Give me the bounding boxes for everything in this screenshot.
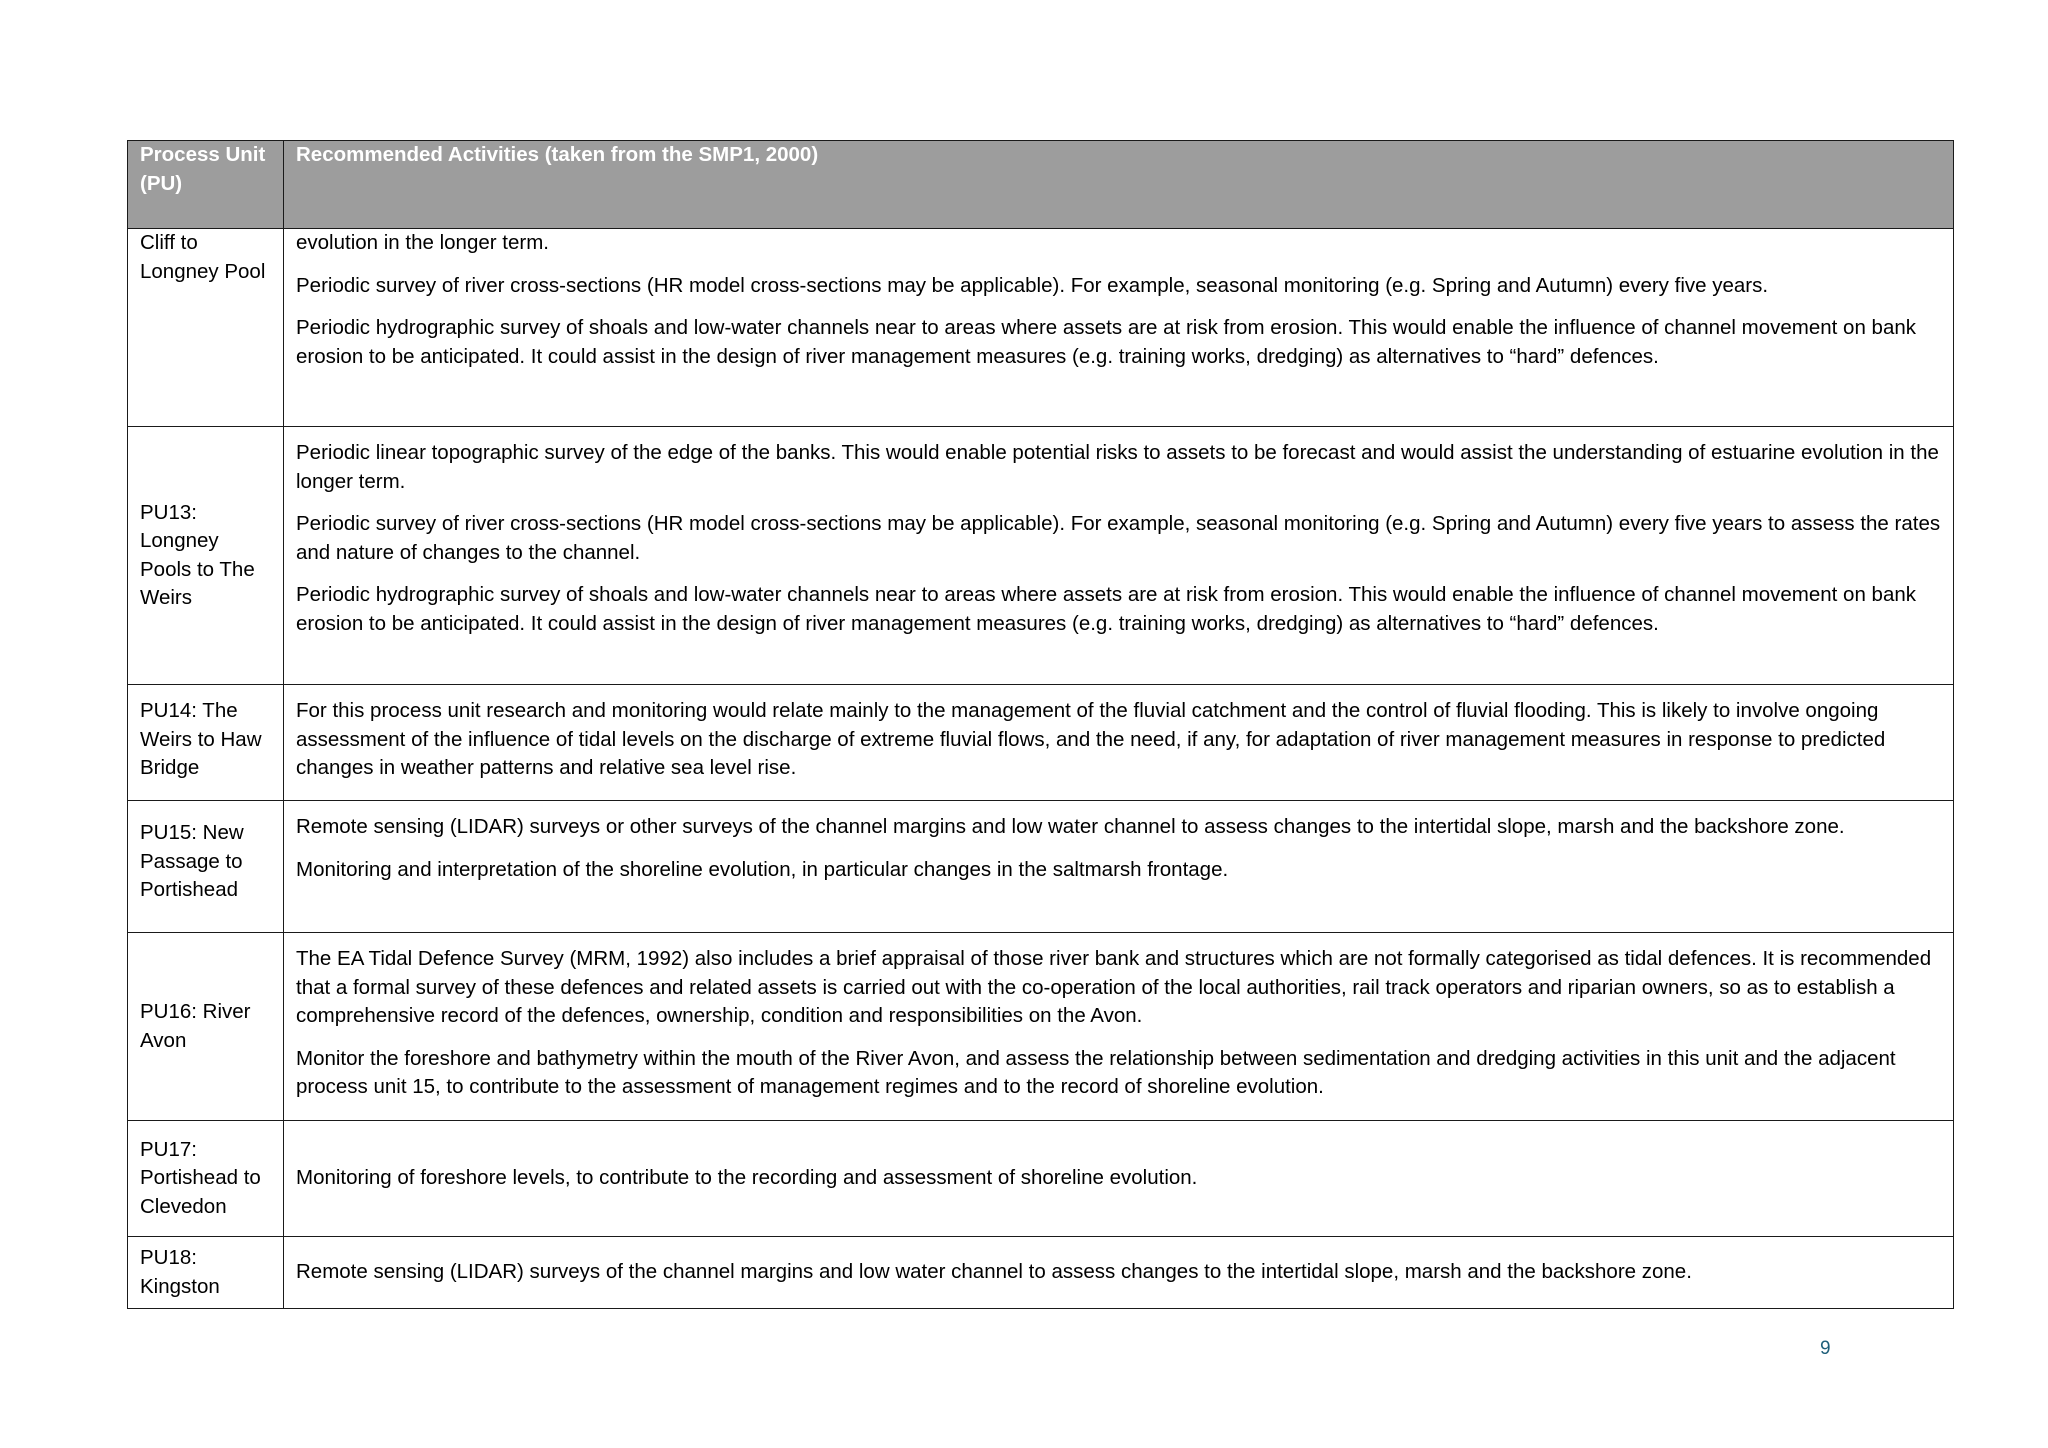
process-unit-cell: Cliff to Longney Pool: [128, 229, 284, 427]
process-unit-cell: PU13: Longney Pools to The Weirs: [128, 427, 284, 685]
activity-text: Periodic survey of river cross-sections (HR model cross-sections may be applicable). For example, seasonal monitoring (e.g. Spring and Autumn) every five years.: [296, 273, 1769, 297]
header-process-unit: Process Unit (PU): [128, 141, 284, 229]
recommended-activities-table: [127, 140, 1954, 1309]
table-row: [128, 427, 1954, 685]
table-row: [128, 685, 1954, 801]
activity-text: For this process unit research and monitoring would relate mainly to the management of the fluvial catchment and the control of fluvial flooding. This is likely to involve ongoing assessment of the influence of tidal levels on the discharge of extreme fluvial flows, and the need, if any, for adaptation of river management measures in response to predicted changes in weather patterns and relative sea level rise.: [296, 699, 1886, 779]
activities-cell: [284, 229, 1954, 427]
table-row: [128, 229, 1954, 427]
activity-text: Monitoring and interpretation of the shoreline evolution, in particular changes in the saltmarsh frontage.: [296, 857, 1229, 881]
page-number: 9: [1820, 1338, 1831, 1359]
activity-text: Periodic hydrographic survey of shoals and low-water channels near to areas where assets are at risk from erosion. This would enable the influence of channel movement on bank erosion to be anticipated. It could assist in the design of river management measures (e.g. training works, dredging) as alternatives to “hard” defences.: [296, 583, 1917, 635]
process-unit-cell: PU17: Portishead to Clevedon: [128, 1121, 284, 1237]
activities-cell: [284, 685, 1954, 801]
activities-cell: [284, 1121, 1954, 1237]
process-unit-cell: PU16: River Avon: [128, 933, 284, 1121]
activity-text: Periodic hydrographic survey of shoals and low-water channels near to areas where assets are at risk from erosion. This would enable the influence of channel movement on bank erosion to be anticipated. It could assist in the design of river management measures (e.g. training works, dredging) as alternatives to “hard” defences.: [296, 316, 1917, 368]
activity-text: Periodic linear topographic survey of the edge of the banks. This would enable potential risks to assets to be forecast and would assist the understanding of estuarine evolution in the longer term.: [296, 441, 1939, 493]
table-row: [128, 933, 1954, 1121]
activity-text: Monitor the foreshore and bathymetry within the mouth of the River Avon, and assess the relationship between sedimentation and dredging activities in this unit and the adjacent process unit 15, to contribute to the assessment of management regimes and to the record of shoreline evolution.: [296, 1046, 1896, 1098]
activities-cell: [284, 1237, 1954, 1309]
activities-cell: [284, 933, 1954, 1121]
activity-text: Periodic survey of river cross-sections (HR model cross-sections may be applicable). For example, seasonal monitoring (e.g. Spring and Autumn) every five years to assess the rates and nature of changes to the channel.: [296, 512, 1941, 564]
header-recommended-activities: Recommended Activities (taken from the SMP1, 2000): [284, 141, 1954, 229]
process-unit-cell: PU18: Kingston: [128, 1237, 284, 1309]
activities-cell: [284, 801, 1954, 933]
table-row: [128, 1237, 1954, 1309]
process-unit-cell: PU15: New Passage to Portishead: [128, 801, 284, 933]
activity-text: Remote sensing (LIDAR) surveys of the channel margins and low water channel to assess changes to the intertidal slope, marsh and the backshore zone.: [296, 1260, 1692, 1284]
activity-text: The EA Tidal Defence Survey (MRM, 1992) also includes a brief appraisal of those river bank and structures which are not formally categorised as tidal defences. It is recommended that a formal survey of these defences and related assets is carried out with the co-operation of the local authorities, rail track operators and riparian owners, so as to establish a comprehensive record of the defences, ownership, condition and responsibilities on the Avon.: [296, 947, 1932, 1027]
table-row: [128, 801, 1954, 933]
process-unit-cell: PU14: The Weirs to Haw Bridge: [128, 685, 284, 801]
table-header-row: [128, 141, 1954, 229]
activity-text: Remote sensing (LIDAR) surveys or other surveys of the channel margins and low water channel to assess changes to the intertidal slope, marsh and the backshore zone.: [296, 815, 1845, 838]
table-row: [128, 1121, 1954, 1237]
activity-text: evolution in the longer term.: [296, 231, 549, 254]
activity-text: Monitoring of foreshore levels, to contribute to the recording and assessment of shoreline evolution.: [296, 1166, 1198, 1190]
activities-cell: [284, 427, 1954, 685]
